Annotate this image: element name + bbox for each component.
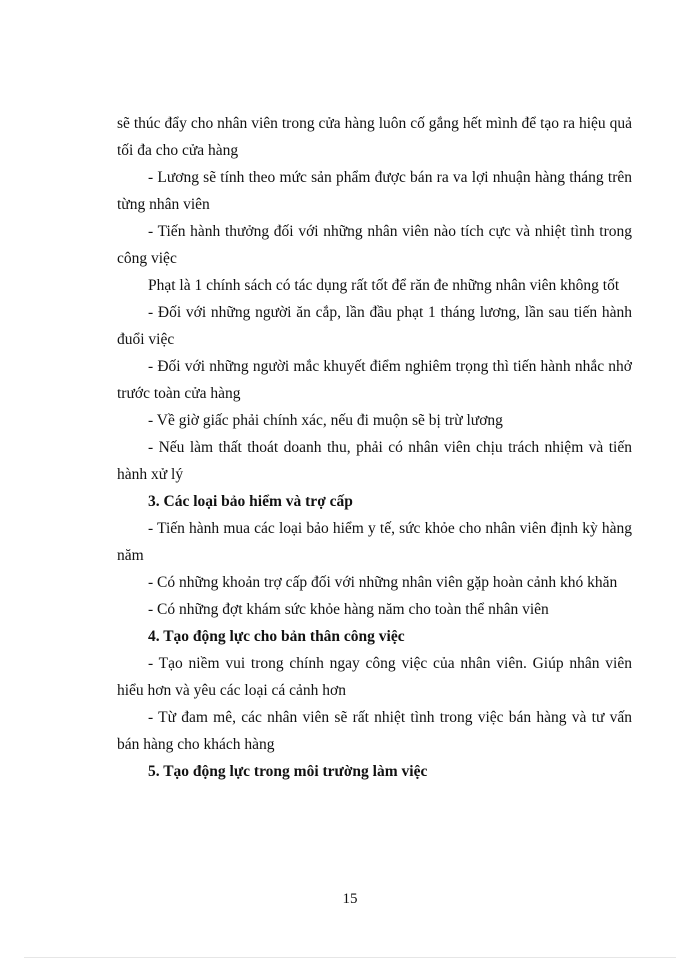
section-heading-motivation-work: 4. Tạo động lực cho bản thân công việc — [148, 628, 405, 645]
paragraph-passion: - Từ đam mê, các nhân viên sẽ rất nhiệt tình trong việc bán hàng và tư vấn bán hàng cho khách hàng — [117, 709, 632, 753]
paragraph-bonus: - Tiến hành thưởng đối với những nhân viên nào tích cực và nhiệt tình trong công việc — [117, 223, 632, 267]
paragraph-allowance: - Có những khoản trợ cấp đối với những nhân viên gặp hoàn cảnh khó khăn — [148, 574, 618, 591]
paragraph-salary: - Lương sẽ tính theo mức sản phẩm được bán ra va lợi nhuận hàng tháng trên từng nhân viên — [117, 169, 632, 213]
paragraph-revenue-loss: - Nếu làm thất thoát doanh thu, phải có nhân viên chịu trách nhiệm và tiến hành xử lý — [117, 439, 632, 483]
paragraph-joy-at-work: - Tạo niềm vui trong chính ngay công việc của nhân viên. Giúp nhân viên hiểu hơn và yêu các loại cá cảnh hơn — [117, 655, 632, 699]
page-bottom-divider — [24, 957, 676, 958]
section-heading-insurance: 3. Các loại bảo hiểm và trợ cấp — [148, 493, 353, 510]
paragraph-serious-faults: - Đối với những người mắc khuyết điểm nghiêm trọng thì tiến hành nhắc nhở trước toàn cửa hàng — [117, 358, 632, 402]
section-heading-work-environment: 5. Tạo động lực trong môi trường làm việc — [148, 763, 428, 780]
page-number: 15 — [342, 891, 358, 907]
paragraph-theft: - Đối với những người ăn cắp, lần đầu phạt 1 tháng lương, lần sau tiến hành đuổi việc — [117, 304, 632, 348]
paragraph-health-insurance: - Tiến hành mua các loại bảo hiểm y tế, sức khỏe cho nhân viên định kỳ hàng năm — [117, 520, 632, 564]
paragraph-health-check: - Có những đợt khám sức khỏe hàng năm cho toàn thể nhân viên — [148, 601, 549, 618]
paragraph-intro: sẽ thúc đẩy cho nhân viên trong cửa hàng luôn cố gắng hết mình để tạo ra hiệu quả tối đa cho cửa hàng — [117, 115, 632, 159]
paragraph-penalty-policy: Phạt là 1 chính sách có tác dụng rất tốt để răn đe những nhân viên không tốt — [148, 277, 620, 294]
paragraph-punctuality: - Về giờ giấc phải chính xác, nếu đi muộn sẽ bị trừ lương — [148, 412, 503, 429]
document-body — [117, 110, 632, 785]
